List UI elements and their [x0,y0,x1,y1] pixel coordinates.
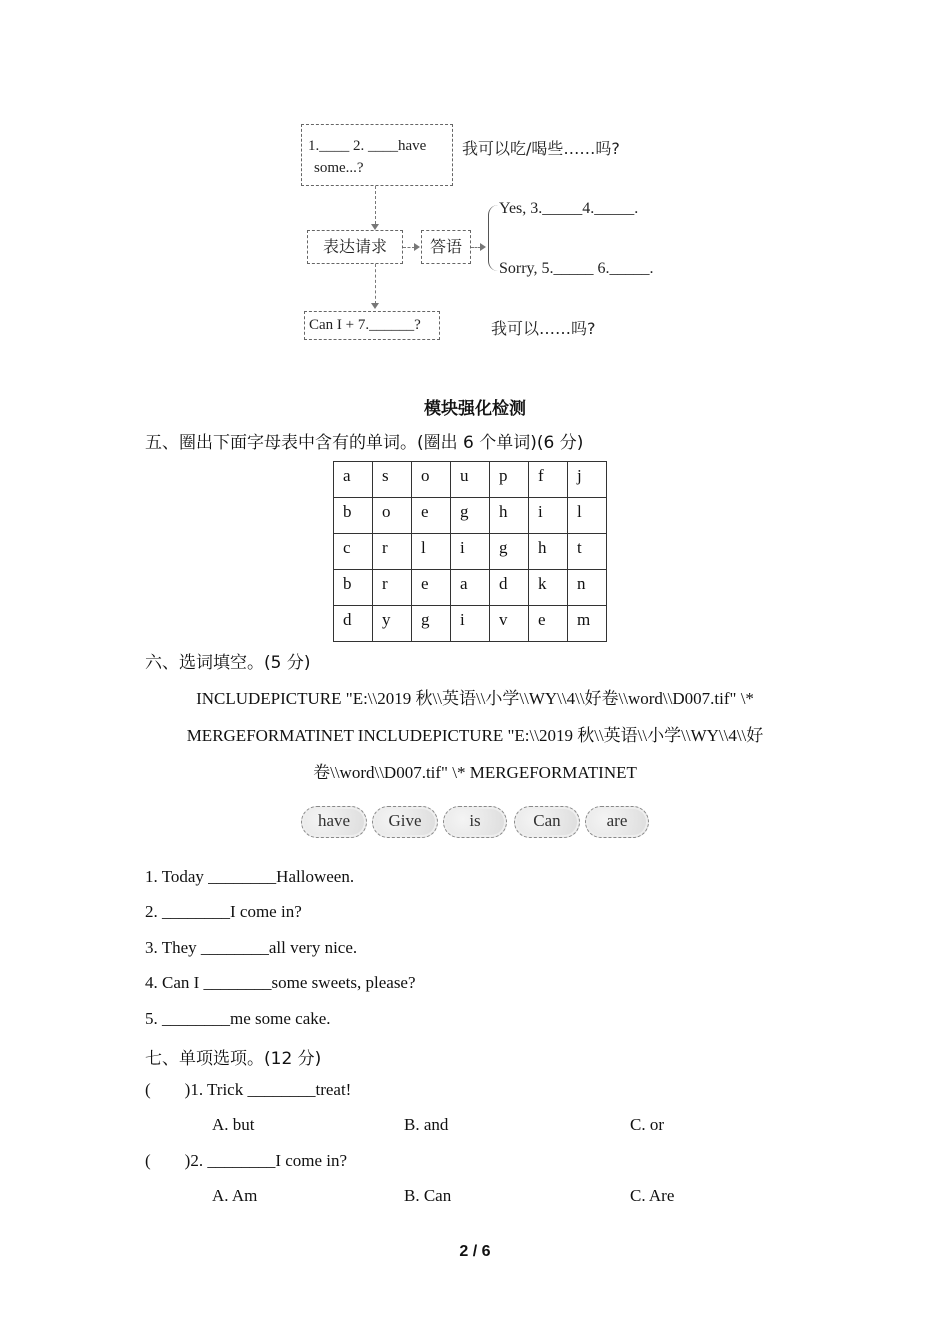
diagram-arrow-right-icon [414,243,420,251]
grid-row [334,462,607,498]
section6-title: 六、选词填空。(5 分) [145,653,311,673]
fill-item-5: 5. ________me some cake. [145,1009,331,1028]
diagram-top-box-line1: 1.____ 2. ____have [308,138,427,154]
letter-grid [333,461,607,642]
diagram-sorry-line: Sorry, 5._____ 6._____. [499,260,654,277]
grid-cell: v [490,606,529,642]
grid-row [334,534,607,570]
grid-cell: o [373,498,412,534]
grid-cell: u [451,462,490,498]
include-field-line3: 卷\\word\\D007.tif" \* MERGEFORMATINET [313,763,637,782]
diagram-request-label: 表达请求 [322,237,387,256]
grid-cell: y [373,606,412,642]
diagram-bottom-label: Can I + 7.______? [309,317,421,333]
diagram-yes-line: Yes, 3._____4._____. [499,200,639,217]
include-field-line2: MERGEFORMATINET INCLUDEPICTURE "E:\\2019 秋\\英语\\小学\\WY\\4\\好 [186,726,764,745]
diagram-brace [488,205,499,271]
grid-cell: i [451,534,490,570]
choice-1-option-b: B. and [404,1115,449,1134]
include-field-line1: INCLUDEPICTURE "E:\\2019 秋\\英语\\小学\\WY\\4\\好卷\\word\\D007.tif" \* [196,689,754,708]
choice-2-option-a: A. Am [212,1186,258,1205]
grid-cell: h [529,534,568,570]
grid-cell: a [334,462,373,498]
grid-cell: s [373,462,412,498]
grid-cell: j [568,462,607,498]
diagram-bottom-box [304,311,440,340]
grid-cell: d [490,570,529,606]
diagram-answer-label: 答语 [429,237,462,256]
choice-2-option-c: C. Are [630,1186,675,1205]
diagram-bottom-note: 我可以……吗? [491,319,596,338]
grid-cell: n [568,570,607,606]
grid-cell: g [412,606,451,642]
grid-cell: b [334,570,373,606]
diagram-answer-box [421,230,471,264]
diagram-top-note: 我可以吃/喝些……吗? [462,139,620,158]
grid-cell: l [412,534,451,570]
grid-cell: h [490,498,529,534]
grid-cell: f [529,462,568,498]
grid-cell: o [412,462,451,498]
grid-cell: e [412,498,451,534]
word-bank-give: Give [372,806,438,838]
grid-cell: a [451,570,490,606]
word-bank-can: Can [514,806,580,838]
fill-item-4: 4. Can I ________some sweets, please? [145,973,416,992]
diagram-arrow-right-icon-2 [480,243,486,251]
word-bank-have: have [301,806,367,838]
section5-title: 五、圈出下面字母表中含有的单词。(圈出 6 个单词)(6 分) [145,433,584,453]
grid-cell: g [490,534,529,570]
word-bank-is: is [443,806,507,838]
grid-cell: g [451,498,490,534]
grid-cell: e [529,606,568,642]
choice-1-option-c: C. or [630,1115,664,1134]
diagram-arrow-down-icon-2 [371,303,379,309]
diagram-top-box [301,124,453,186]
grid-cell: p [490,462,529,498]
grid-cell: i [451,606,490,642]
grid-cell: r [373,534,412,570]
grid-cell: t [568,534,607,570]
section7-title: 七、单项选项。(12 分) [145,1049,322,1069]
grid-row [334,606,607,642]
grid-row [334,570,607,606]
diagram-connector-bottom [375,264,376,304]
grid-cell: l [568,498,607,534]
choice-1-option-a: A. but [212,1115,255,1134]
grid-cell: m [568,606,607,642]
grid-cell: d [334,606,373,642]
choice-question-1: ( )1. Trick ________treat! [145,1080,352,1099]
choice-question-2: ( )2. ________I come in? [145,1151,348,1170]
fill-item-1: 1. Today ________Halloween. [145,867,355,886]
diagram-connector-top [375,186,376,224]
grid-cell: r [373,570,412,606]
section-heading: 模块强化检测 [424,399,526,419]
grid-cell: i [529,498,568,534]
fill-item-2: 2. ________I come in? [145,902,302,921]
choice-2-option-b: B. Can [404,1186,452,1205]
grid-cell: k [529,570,568,606]
grid-cell: e [412,570,451,606]
grid-row [334,498,607,534]
grid-cell: c [334,534,373,570]
grid-cell: b [334,498,373,534]
diagram-request-box [307,230,403,264]
fill-item-3: 3. They ________all very nice. [145,938,358,957]
page-number: 2 / 6 [459,1243,491,1260]
word-bank-are: are [585,806,649,838]
diagram-top-box-line2: some...? [314,160,364,176]
